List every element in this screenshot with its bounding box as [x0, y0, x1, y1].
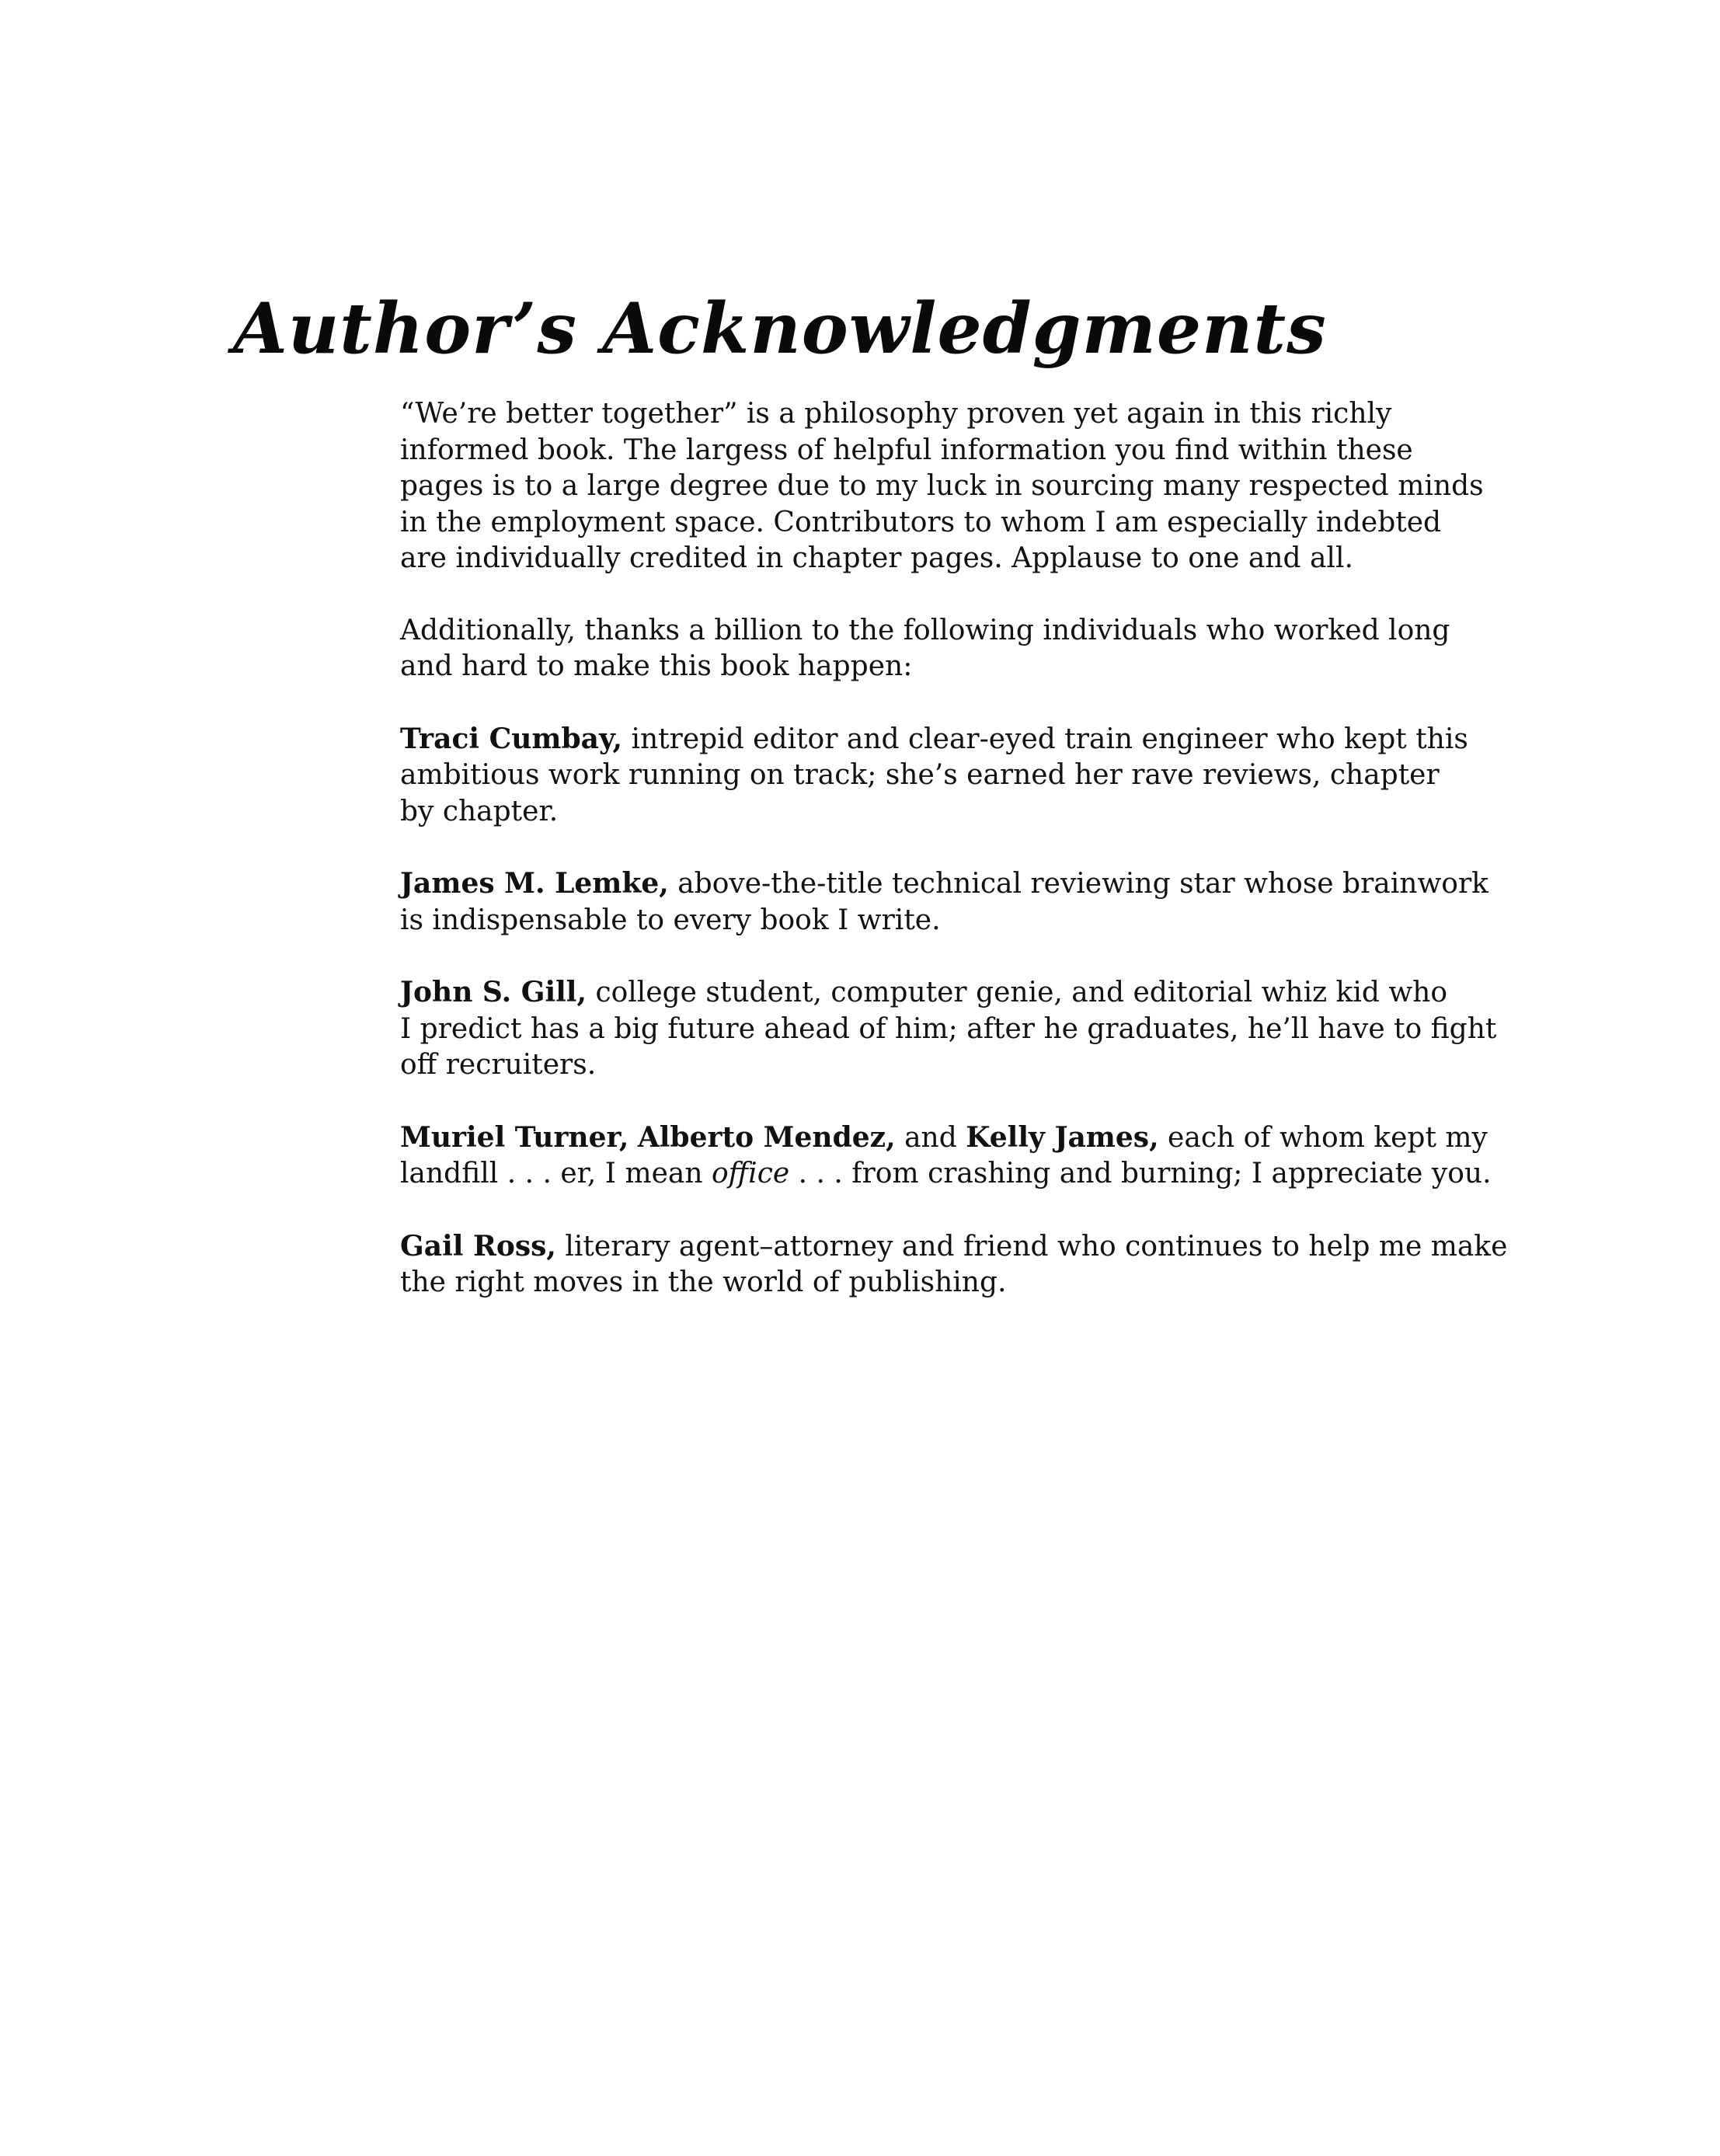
person-name: Gail Ross,	[400, 1229, 556, 1263]
acknowledgment-staff	[400, 1120, 1565, 1193]
person-name: Muriel Turner,	[400, 1120, 629, 1154]
text-line: informed book. The largess of helpful information you find within these	[400, 434, 1413, 466]
text-line: and hard to make this book happen:	[400, 650, 913, 682]
text-line: “We’re better together” is a philosophy proven yet again in this richly	[400, 398, 1392, 430]
text-line	[400, 866, 1565, 903]
acknowledgment-text: intrepid editor and clear-eyed train engineer who kept this	[622, 723, 1468, 755]
text-line: the right moves in the world of publishing.	[400, 1266, 1007, 1298]
page-title: Author’s Acknowledgments	[233, 287, 1327, 370]
acknowledgment-text: landfill . . . er, I mean	[400, 1158, 712, 1189]
text-line	[400, 1228, 1565, 1266]
acknowledgment-text: above-the-title technical reviewing star whose brainwork	[668, 868, 1488, 900]
text-line: are individually credited in chapter pages. Applause to one and all.	[400, 542, 1353, 574]
text-line	[400, 721, 1565, 758]
emphasized-word: office	[712, 1158, 790, 1189]
intro-paragraph	[400, 396, 1565, 577]
text-line: pages is to a large degree due to my luck in sourcing many respected minds	[400, 470, 1484, 502]
text-line: by chapter.	[400, 795, 559, 827]
person-name: John S. Gill,	[400, 976, 587, 1008]
text-line: off recruiters.	[400, 1049, 597, 1081]
acknowledgment-text: . . . from crashing and burning; I appreciate you.	[789, 1158, 1492, 1189]
acknowledgment-james	[400, 866, 1565, 939]
text-line	[400, 1156, 1565, 1193]
text-line: is indispensable to every book I write.	[400, 904, 941, 936]
text-line	[400, 1120, 1565, 1157]
conjunction-text: and	[895, 1121, 966, 1154]
person-name: Traci Cumbay,	[400, 722, 623, 755]
acknowledgment-text: each of whom kept my	[1158, 1121, 1488, 1154]
acknowledgment-text: college student, computer genie, and editorial whiz kid who	[587, 977, 1447, 1008]
acknowledgment-traci	[400, 721, 1565, 831]
acknowledgment-john	[400, 974, 1565, 1084]
person-name: Alberto Mendez,	[637, 1120, 896, 1154]
text-line: in the employment space. Contributors to whom I am especially indebted	[400, 506, 1442, 538]
text-line: Additionally, thanks a billion to the following individuals who worked long	[400, 614, 1450, 646]
person-name: Kelly James,	[966, 1120, 1159, 1154]
text-line: I predict has a big future ahead of him; after he graduates, he’ll have to fight	[400, 1012, 1497, 1045]
acknowledgments-body	[400, 396, 1565, 1337]
acknowledgment-text: literary agent–attorney and friend who continues to help me make	[555, 1230, 1508, 1263]
text-line: ambitious work running on track; she’s earned her rave reviews, chapter	[400, 759, 1440, 791]
text-line	[400, 974, 1565, 1012]
person-name: James M. Lemke,	[400, 867, 669, 900]
acknowledgment-gail	[400, 1228, 1565, 1301]
additionally-paragraph	[400, 613, 1565, 685]
